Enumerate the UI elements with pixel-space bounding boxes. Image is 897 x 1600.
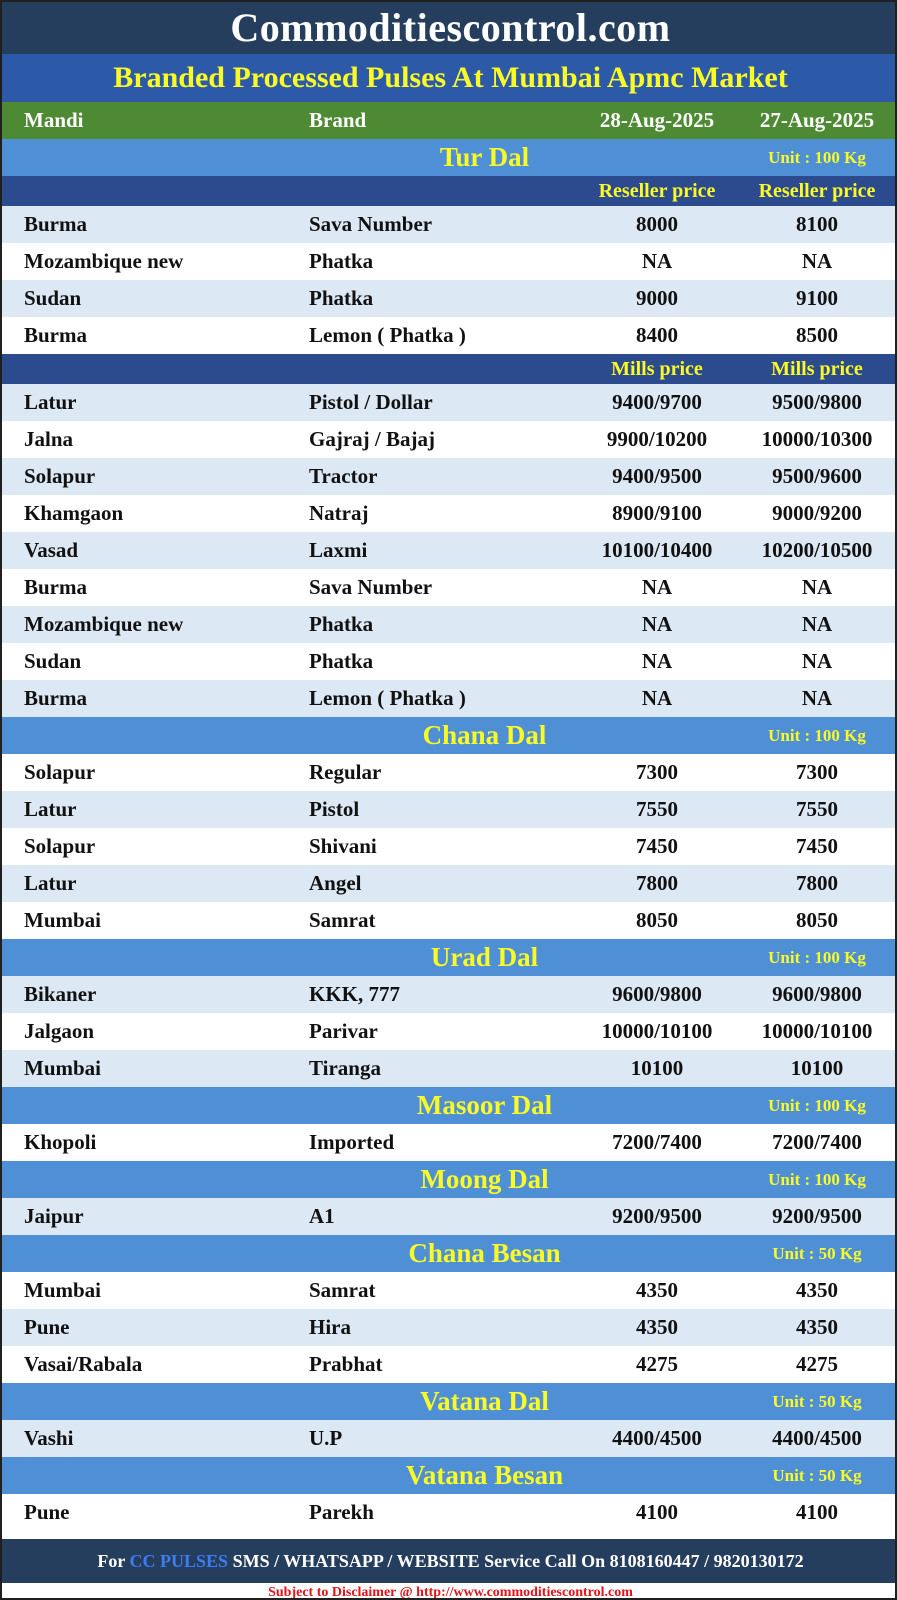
cell-price-date-2: 10200/10500	[761, 538, 873, 562]
cell-price-date-2: NA	[801, 249, 833, 273]
cell-brand: Regular	[309, 760, 382, 784]
section-title: Chana Dal	[422, 720, 547, 750]
cell-price-date-1: 9400/9700	[612, 390, 702, 414]
table-row	[2, 1272, 897, 1309]
cell-price-date-2: NA	[801, 686, 833, 710]
price-type-date-2: Mills price	[771, 358, 863, 380]
cell-mandi: Khopoli	[24, 1130, 97, 1154]
disclaimer-link[interactable]: Subject to Disclaimer @ http://www.commoditiescontrol.com	[2, 1583, 897, 1600]
section-unit: Unit : 50 Kg	[772, 1244, 862, 1263]
table-row	[2, 458, 897, 495]
table-row	[2, 243, 897, 280]
section-header	[2, 1087, 897, 1124]
price-type-date-2: Reseller price	[758, 180, 876, 202]
cell-mandi: Mumbai	[24, 908, 102, 932]
footer-brand: CC PULSES	[129, 1551, 229, 1571]
table-row	[2, 206, 897, 243]
table-row	[2, 1050, 897, 1087]
cell-mandi: Mozambique new	[24, 612, 184, 636]
table-row	[2, 791, 897, 828]
table-row	[2, 754, 897, 791]
cell-price-date-2: 9100	[796, 286, 838, 310]
cell-brand: Imported	[309, 1130, 395, 1154]
table-row	[2, 902, 897, 939]
table-row	[2, 865, 897, 902]
section-header	[2, 939, 897, 976]
cell-mandi: Vasad	[24, 538, 79, 562]
table-row	[2, 1420, 897, 1457]
section-title: Vatana Besan	[405, 1460, 564, 1490]
table-row	[2, 1198, 897, 1235]
cell-brand: U.P	[309, 1426, 343, 1450]
cell-mandi: Sudan	[24, 649, 82, 673]
cell-brand: Sava Number	[309, 575, 433, 599]
header-date-1: 28-Aug-2025	[599, 108, 715, 132]
cell-mandi: Burma	[24, 686, 87, 710]
cell-price-date-1: NA	[641, 649, 673, 673]
cell-price-date-2: 8500	[796, 323, 838, 347]
price-type-header	[2, 176, 897, 206]
section-header	[2, 1383, 897, 1420]
cell-brand: Hira	[309, 1315, 351, 1339]
cell-brand: Sava Number	[309, 212, 433, 236]
cell-price-date-1: NA	[641, 249, 673, 273]
cell-price-date-1: 8400	[636, 323, 678, 347]
cell-brand: Phatka	[309, 612, 374, 636]
cell-price-date-1: NA	[641, 686, 673, 710]
cell-price-date-2: 9200/9500	[772, 1204, 862, 1228]
cell-brand: Phatka	[309, 649, 374, 673]
price-type-date-1: Reseller price	[598, 180, 716, 202]
cell-price-date-2: 7550	[796, 797, 838, 821]
report-subtitle: Branded Processed Pulses At Mumbai Apmc Market	[2, 54, 897, 102]
section-title: Urad Dal	[430, 942, 539, 972]
cell-price-date-1: 4100	[636, 1500, 678, 1524]
cell-brand: Lemon ( Phatka )	[309, 323, 466, 347]
cell-mandi: Solapur	[24, 834, 96, 858]
cell-brand: Lemon ( Phatka )	[309, 686, 466, 710]
cell-mandi: Jalgaon	[24, 1019, 95, 1043]
price-table	[2, 139, 897, 1531]
cell-price-date-1: NA	[641, 575, 673, 599]
cell-mandi: Mozambique new	[24, 249, 184, 273]
cell-price-date-1: 7300	[636, 760, 678, 784]
table-row	[2, 976, 897, 1013]
cell-brand: Samrat	[309, 908, 376, 932]
table-row	[2, 1309, 897, 1346]
cell-mandi: Vashi	[24, 1426, 74, 1450]
cell-brand: Parekh	[309, 1500, 374, 1524]
cell-price-date-2: 7300	[796, 760, 838, 784]
table-row	[2, 569, 897, 606]
cell-mandi: Sudan	[24, 286, 82, 310]
site-title: Commoditiescontrol.com	[2, 2, 897, 54]
cell-price-date-2: 8100	[796, 212, 838, 236]
table-row	[2, 1346, 897, 1383]
price-type-date-1: Mills price	[611, 358, 703, 380]
cell-price-date-2: 4400/4500	[772, 1426, 862, 1450]
table-row	[2, 1013, 897, 1050]
cell-brand: A1	[309, 1204, 335, 1228]
cell-price-date-2: 9500/9800	[772, 390, 862, 414]
cell-price-date-1: 7200/7400	[612, 1130, 702, 1154]
cell-mandi: Solapur	[24, 760, 96, 784]
cell-mandi: Mumbai	[24, 1278, 102, 1302]
footer-details: SMS / WHATSAPP / WEBSITE Service Call On 8108160447 / 9820130172	[232, 1551, 804, 1571]
cell-price-date-1: 8900/9100	[612, 501, 702, 525]
cell-price-date-1: 10100	[630, 1056, 684, 1080]
section-header	[2, 1235, 897, 1272]
section-unit: Unit : 50 Kg	[772, 1392, 862, 1411]
cell-brand: Gajraj / Bajaj	[309, 427, 435, 451]
cell-mandi: Latur	[24, 871, 77, 895]
section-unit: Unit : 100 Kg	[768, 1170, 866, 1189]
table-row	[2, 643, 897, 680]
table-header	[2, 102, 897, 139]
cell-price-date-2: 9500/9600	[772, 464, 862, 488]
cell-price-date-2: NA	[801, 612, 833, 636]
cell-price-date-2: 10000/10100	[761, 1019, 873, 1043]
cell-price-date-2: 4350	[796, 1278, 838, 1302]
section-title: Chana Besan	[408, 1238, 561, 1268]
section-unit: Unit : 100 Kg	[768, 1096, 866, 1115]
table-row	[2, 532, 897, 569]
header-brand: Brand	[309, 108, 367, 132]
header-mandi: Mandi	[24, 108, 84, 132]
cell-brand: Pistol	[309, 797, 360, 821]
footer-prefix: For	[97, 1551, 126, 1571]
cell-brand: Tractor	[309, 464, 378, 488]
cell-mandi: Burma	[24, 323, 87, 347]
cell-price-date-2: 4350	[796, 1315, 838, 1339]
cell-mandi: Bikaner	[24, 982, 97, 1006]
cell-brand: Phatka	[309, 249, 374, 273]
cell-brand: Tiranga	[309, 1056, 381, 1080]
cell-price-date-2: 10000/10300	[761, 427, 873, 451]
footer-service-line	[2, 1539, 897, 1583]
section-unit: Unit : 100 Kg	[768, 726, 866, 745]
cell-mandi: Pune	[24, 1500, 70, 1524]
cell-price-date-1: 9600/9800	[612, 982, 702, 1006]
section-title: Vatana Dal	[420, 1386, 549, 1416]
table-row	[2, 680, 897, 717]
cell-price-date-1: 4350	[636, 1278, 678, 1302]
cell-price-date-1: 4350	[636, 1315, 678, 1339]
cell-mandi: Solapur	[24, 464, 96, 488]
cell-mandi: Khamgaon	[24, 501, 124, 525]
section-title: Tur Dal	[439, 142, 530, 172]
cell-price-date-2: 7450	[796, 834, 838, 858]
cell-price-date-1: 9200/9500	[612, 1204, 702, 1228]
cell-brand: Pistol / Dollar	[309, 390, 433, 414]
cell-price-date-2: 4100	[796, 1500, 838, 1524]
cell-brand: Samrat	[309, 1278, 376, 1302]
cell-brand: Parivar	[309, 1019, 378, 1043]
table-row	[2, 606, 897, 643]
cell-mandi: Latur	[24, 797, 77, 821]
cell-brand: Prabhat	[309, 1352, 383, 1376]
cell-price-date-1: 9400/9500	[612, 464, 702, 488]
cell-price-date-2: 10100	[790, 1056, 844, 1080]
cell-mandi: Vasai/Rabala	[24, 1352, 143, 1376]
cell-brand: Natraj	[309, 501, 369, 525]
cell-price-date-2: NA	[801, 649, 833, 673]
cell-price-date-2: NA	[801, 575, 833, 599]
cell-price-date-1: 10100/10400	[601, 538, 713, 562]
cell-price-date-2: 9600/9800	[772, 982, 862, 1006]
table-row	[2, 495, 897, 532]
cell-price-date-1: 7800	[636, 871, 678, 895]
cell-brand: Laxmi	[309, 538, 368, 562]
cell-price-date-1: 8050	[636, 908, 678, 932]
cell-price-date-2: 7200/7400	[772, 1130, 862, 1154]
section-header	[2, 717, 897, 754]
cell-price-date-1: NA	[641, 612, 673, 636]
table-row	[2, 1124, 897, 1161]
table-row	[2, 828, 897, 865]
section-header	[2, 1457, 897, 1494]
cell-price-date-1: 7450	[636, 834, 678, 858]
cell-mandi: Burma	[24, 575, 87, 599]
table-row	[2, 421, 897, 458]
cell-mandi: Pune	[24, 1315, 70, 1339]
cell-brand: Angel	[309, 871, 362, 895]
cell-price-date-1: 4275	[636, 1352, 678, 1376]
section-title: Masoor Dal	[416, 1090, 553, 1120]
table-row	[2, 317, 897, 354]
cell-brand: Phatka	[309, 286, 374, 310]
cell-mandi: Latur	[24, 390, 77, 414]
price-type-header	[2, 354, 897, 384]
cell-mandi: Jaipur	[24, 1204, 84, 1228]
cell-price-date-2: 7800	[796, 871, 838, 895]
cell-mandi: Burma	[24, 212, 87, 236]
header-date-2: 27-Aug-2025	[759, 108, 875, 132]
cell-mandi: Jalna	[24, 427, 74, 451]
table-row	[2, 384, 897, 421]
cell-brand: KKK, 777	[309, 982, 401, 1006]
cell-price-date-1: 7550	[636, 797, 678, 821]
section-unit: Unit : 100 Kg	[768, 148, 866, 167]
cell-price-date-2: 9000/9200	[772, 501, 862, 525]
cell-mandi: Mumbai	[24, 1056, 102, 1080]
section-unit: Unit : 50 Kg	[772, 1466, 862, 1485]
section-unit: Unit : 100 Kg	[768, 948, 866, 967]
cell-price-date-1: 9000	[636, 286, 678, 310]
section-header	[2, 1161, 897, 1198]
cell-price-date-1: 8000	[636, 212, 678, 236]
section-title: Moong Dal	[420, 1164, 549, 1194]
cell-brand: Shivani	[309, 834, 377, 858]
cell-price-date-1: 9900/10200	[606, 427, 708, 451]
cell-price-date-2: 4275	[796, 1352, 838, 1376]
cell-price-date-1: 4400/4500	[612, 1426, 702, 1450]
cell-price-date-1: 10000/10100	[601, 1019, 713, 1043]
cell-price-date-2: 8050	[796, 908, 838, 932]
table-row	[2, 1494, 897, 1531]
section-header	[2, 139, 897, 176]
table-row	[2, 280, 897, 317]
